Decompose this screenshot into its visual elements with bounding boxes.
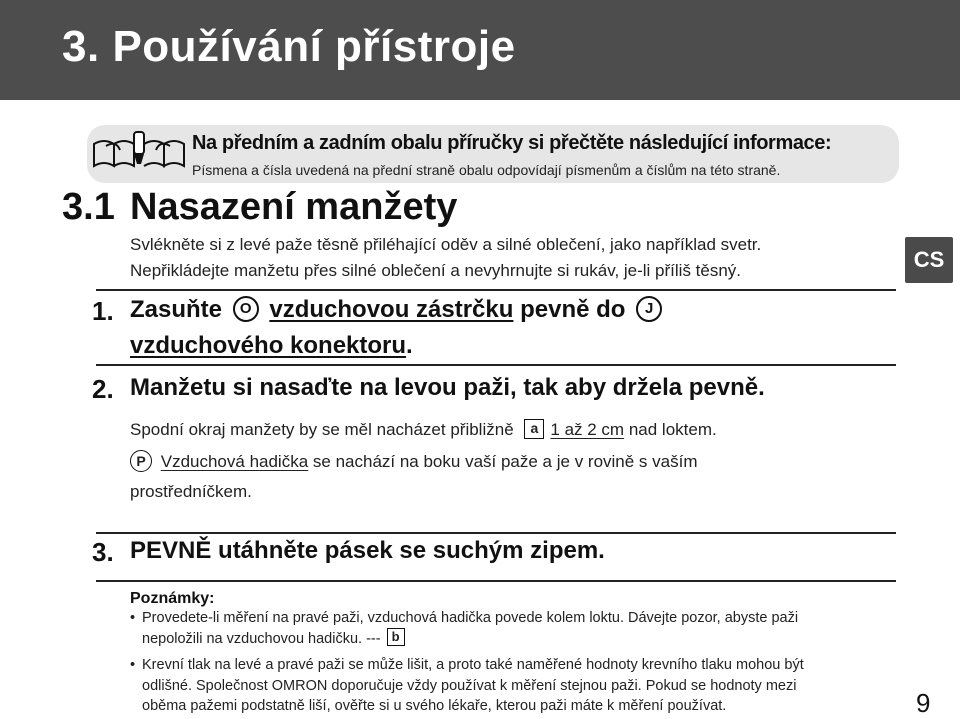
divider <box>96 289 896 291</box>
marker-j-icon: J <box>636 296 662 322</box>
step-2-text: Manžetu si nasaďte na levou paži, tak aby držela pevně. <box>130 374 765 401</box>
section-title: Nasazení manžety <box>130 186 458 228</box>
marker-a-icon: a <box>524 419 544 439</box>
page-number: 9 <box>916 688 931 718</box>
air-tube-link: Vzduchová hadička <box>160 452 309 471</box>
step-2-number: 2. <box>92 374 114 404</box>
step-3-text: PEVNĚ utáhněte pásek se suchým zipem. <box>130 537 605 564</box>
note-item <box>130 608 890 649</box>
note-1-line-2: nepoložili na vzduchovou hadičku. --- <box>142 630 381 647</box>
notes-title: Poznámky: <box>130 590 215 607</box>
step-1-part-2: pevně do <box>520 296 626 323</box>
intro-line-2: Nepřikládejte manžetu přes silné oblečení a nevyhrnujte si rukáv, je-li příliš těsný. <box>130 261 742 280</box>
note-2-line-3: oběma pažemi podstatně liší, ověřte si u svého lékaře, kterou paži máte k měření používat. <box>142 698 727 714</box>
step-3-number: 3. <box>92 537 114 567</box>
marker-b-icon: b <box>387 628 405 646</box>
note-item <box>130 655 890 717</box>
note-2-line-2: odlišné. Společnost OMRON doporučuje vždy používat k měření stejnou paži. Pokud se hodnoty mezi <box>142 677 797 694</box>
marker-p-icon: P <box>130 450 152 472</box>
marker-o-icon: O <box>233 296 259 322</box>
chapter-number: 3. <box>62 22 100 71</box>
section-number: 3.1 <box>62 186 115 228</box>
chapter-title: Používání přístroje <box>112 22 516 71</box>
detail-2-text: se nachází na boku vaší paže a je v rovině s vaším <box>312 452 698 471</box>
detail-2-line-2: prostředníčkem. <box>130 482 252 501</box>
step-1-end: . <box>406 332 413 359</box>
chapter-heading <box>62 22 516 72</box>
section-intro <box>130 232 890 284</box>
divider <box>96 364 896 366</box>
step-2-detail-1 <box>130 415 717 445</box>
book-icon <box>90 130 188 170</box>
intro-line-1: Svlékněte si z levé paže těsně přiléhající oděv a silné oblečení, jako například svetr. <box>130 235 762 254</box>
note-1-line-1: Provedete-li měření na pravé paži, vzduchová hadička povede kolem loktu. Dávejte pozor, abyste paži <box>142 610 799 626</box>
air-plug-link: vzduchovou zástrčku <box>269 296 514 323</box>
step-1-number: 1. <box>92 296 114 326</box>
info-box-text: Písmena a čísla uvedená na přední straně obalu odpovídají písmenům a číslům na této straně. <box>192 162 781 178</box>
detail-1-end: nad loktem. <box>628 420 717 439</box>
step-2-detail-2 <box>130 447 850 507</box>
language-badge: CS <box>905 237 953 283</box>
step-1-part-1: Zasuňte <box>130 296 223 323</box>
notes-list <box>130 608 890 717</box>
distance-link: 1 až 2 cm <box>550 420 625 439</box>
info-box-title: Na předním a zadním obalu příručky si přečtěte následující informace: <box>192 132 832 154</box>
air-jack-link: vzduchového konektoru <box>130 332 407 359</box>
detail-1-text: Spodní okraj manžety by se měl nacházet přibližně <box>130 420 514 439</box>
note-2-line-1: Krevní tlak na levé a pravé paži se může lišit, a proto také naměřené hodnoty krevního tlaku mohou být <box>142 657 804 673</box>
divider <box>96 580 896 582</box>
step-1-text <box>130 292 830 364</box>
